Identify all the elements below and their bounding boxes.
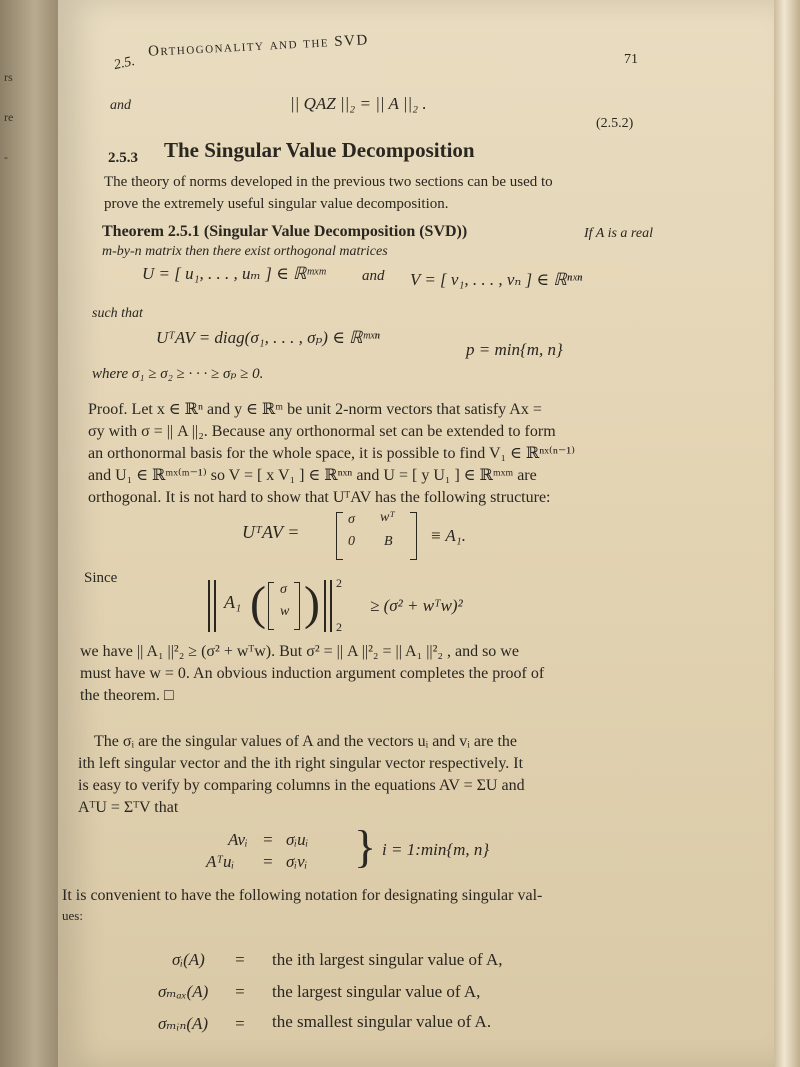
definition-symbol: σₘᵢₙ(A) (158, 1014, 209, 1033)
eq-index-range: i = 1:min{m, n} (382, 840, 490, 859)
right-brace: } (354, 821, 377, 872)
proof-line: Proof. Let x ∈ ℝⁿ and y ∈ ℝᵐ be unit 2-norm vectors that satisfy Ax = (88, 401, 542, 418)
definition-symbol: σᵢ(A) (172, 950, 205, 969)
norm-bar (330, 580, 332, 632)
vector-left-bracket (268, 582, 274, 630)
adjacent-page-edge (0, 0, 58, 1067)
vector-right-bracket (294, 582, 300, 630)
page-stack-edge (774, 0, 800, 1067)
theorem-diag: UᵀAV = diag(σ₁, . . . , σₚ) ∈ ℝᵐˣⁿ (156, 328, 380, 347)
matrix-entry: wᵀ (380, 510, 395, 525)
norm-sup: 2 (336, 576, 342, 590)
paragraph-line: The σᵢ are the singular values of A and the vectors uᵢ and vᵢ are the (94, 733, 517, 750)
right-bracket (410, 512, 417, 560)
running-header-section: 2.5. (112, 53, 137, 74)
vector-entry: w (280, 604, 290, 619)
notation-intro-line: ues: (62, 908, 83, 923)
close-paren: ) (304, 577, 320, 630)
norm-sub: 2 (336, 620, 342, 634)
paragraph-line: is easy to verify by comparing columns in the equations AV = ΣU and (78, 777, 525, 794)
theorem-matrix-u: U = [ u₁, . . . , uₘ ] ∈ ℝᵐˣᵐ (142, 264, 326, 283)
definition-symbol: σₘₐₓ(A) (158, 982, 209, 1001)
adjacent-page-fragment: - (4, 150, 8, 164)
theorem-where: where σ₁ ≥ σ₂ ≥ · · · ≥ σₚ ≥ 0. (92, 366, 264, 382)
theorem-text: m-by-n matrix then there exist orthogonal matrices (102, 244, 388, 259)
equation-lead: and (110, 98, 131, 113)
paragraph-line: ith left singular vector and the ith right singular vector respectively. It (78, 755, 524, 772)
inequality-rhs: ≥ (σ² + wᵀw)² (370, 596, 463, 615)
notation-intro-line: It is convenient to have the following notation for designating singular val- (62, 887, 543, 904)
norm-bar (208, 580, 210, 632)
theorem-and: and (362, 268, 385, 284)
matrix-entry: σ (348, 512, 355, 527)
vector-entry: σ (280, 582, 287, 597)
matrix-entry: B (384, 534, 393, 549)
open-paren: ( (250, 577, 266, 630)
theorem-label: Theorem 2.5.1 (Singular Value Decomposition (SVD)) (102, 223, 468, 240)
intro-line: prove the extremely useful singular value decomposition. (104, 196, 449, 212)
definition-text: the ith largest singular value of A, (272, 950, 503, 969)
since-label: Since (84, 570, 118, 586)
conclusion-line: must have w = 0. An obvious induction argument completes the proof of (80, 665, 545, 682)
definition-equals: = (234, 1014, 246, 1033)
matrix-entry: 0 (348, 534, 355, 549)
proof-line: σy with σ = || A ||₂. Because any orthonormal set can be extended to form (88, 423, 556, 440)
definition-equals: = (234, 950, 246, 969)
section-number: 2.5.3 (108, 150, 138, 166)
theorem-text: If A is a real (584, 226, 653, 241)
eq-equals: = (262, 830, 274, 849)
definition-equals: = (234, 982, 246, 1001)
eq-lhs: Avᵢ (228, 830, 248, 849)
adjacent-page-fragment: rs (4, 70, 13, 84)
eq-rhs: σᵢvᵢ (286, 852, 308, 871)
eq-equals: = (262, 852, 274, 871)
proof-line: orthogonal. It is not hard to show that UᵀAV has the following structure: (88, 489, 551, 506)
equation-number: (2.5.2) (596, 116, 634, 131)
book-page (58, 0, 774, 1067)
conclusion-line: the theorem. □ (80, 687, 174, 704)
running-header-title: Orthogonality and the SVD (147, 32, 370, 60)
theorem-matrix-v: V = [ v₁, . . . , vₙ ] ∈ ℝⁿˣⁿ (410, 270, 583, 289)
page-number: 71 (624, 52, 638, 67)
theorem-such-that: such that (92, 306, 143, 321)
eq-rhs: σᵢuᵢ (286, 830, 309, 849)
left-bracket (336, 512, 343, 560)
eq-lhs: Aᵀuᵢ (206, 852, 235, 871)
norm-a1: A₁ (224, 592, 242, 612)
section-title: The Singular Value Decomposition (164, 138, 475, 162)
norm-bar (324, 580, 326, 632)
paragraph-line: AᵀU = ΣᵀV that (78, 799, 179, 816)
matrix-lhs: UᵀAV = (242, 522, 300, 542)
definition-text: the largest singular value of A, (272, 982, 481, 1001)
conclusion-line: we have || A₁ ||²₂ ≥ (σ² + wᵀw). But σ² = || A ||²₂ = || A₁ ||²₂ , and so we (80, 643, 519, 660)
proof-line: an orthonormal basis for the whole space, it is possible to find V₁ ∈ ℝⁿˣ⁽ⁿ⁻¹⁾ (88, 445, 576, 462)
matrix-rhs: ≡ A₁. (430, 526, 466, 545)
intro-line: The theory of norms developed in the previous two sections can be used to (104, 174, 553, 190)
equation-2-5-2: || QAZ ||₂ = || A ||₂ . (290, 94, 427, 113)
adjacent-page-fragment: re (4, 110, 14, 124)
definition-text: the smallest singular value of A. (272, 1012, 492, 1031)
proof-line: and U₁ ∈ ℝᵐˣ⁽ᵐ⁻¹⁾ so V = [ x V₁ ] ∈ ℝⁿˣⁿ and U = [ y U₁ ] ∈ ℝᵐˣᵐ are (88, 467, 537, 484)
theorem-pmin: p = min{m, n} (466, 340, 563, 359)
norm-bar (214, 580, 216, 632)
